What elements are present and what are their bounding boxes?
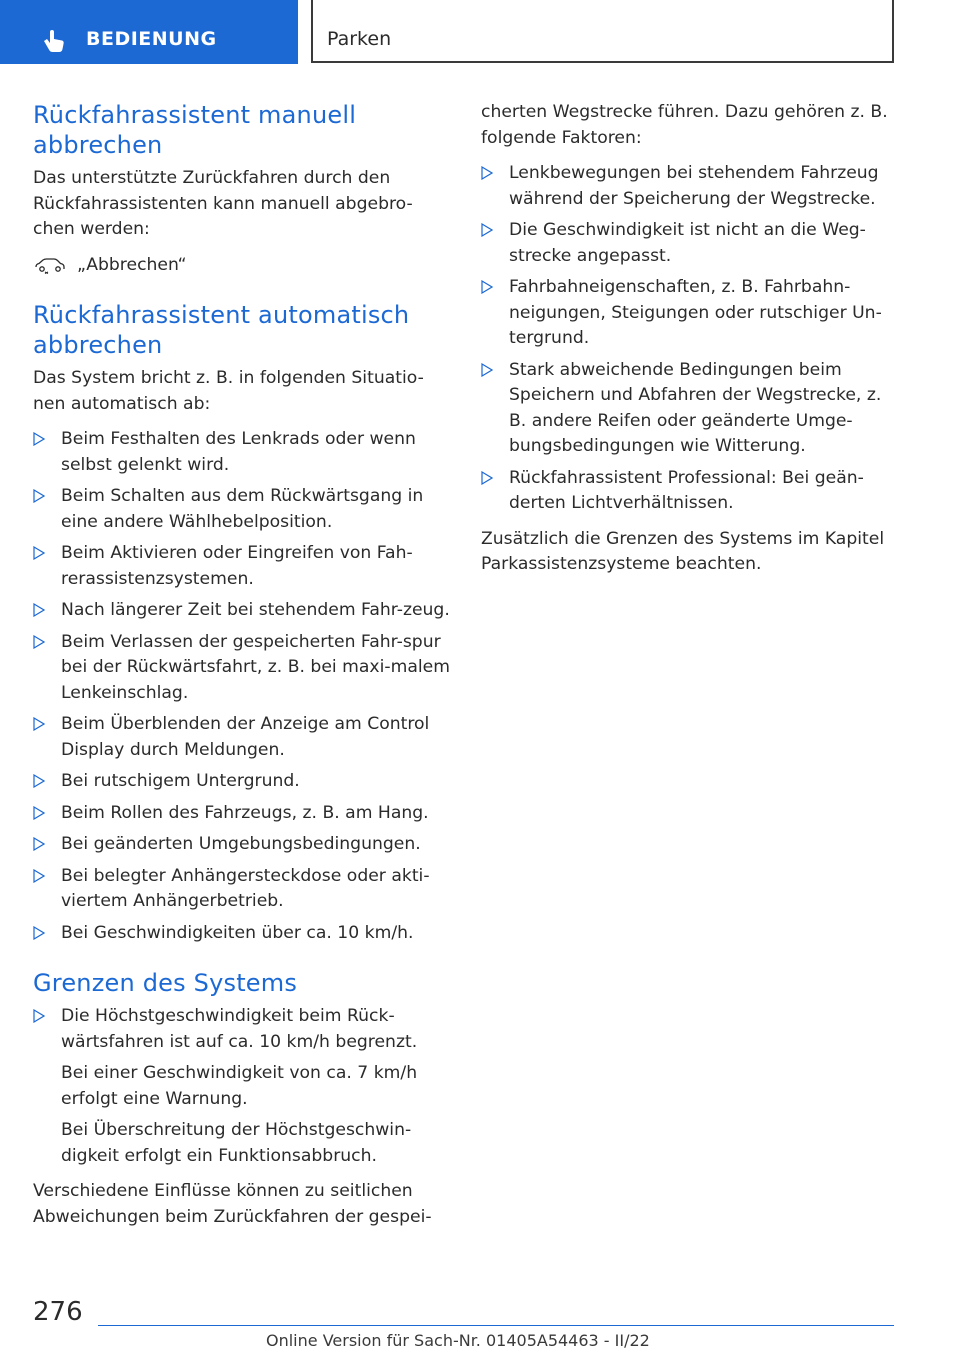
list-item: Beim Rollen des Fahrzeugs, z. B. am Hang. xyxy=(33,801,451,827)
bullet-triangle-icon xyxy=(33,837,45,851)
bullet-triangle-icon xyxy=(481,280,493,294)
chapter-tab xyxy=(311,0,894,63)
list-item: Bei Geschwindigkeiten über ca. 10 km/h. xyxy=(33,921,451,947)
bullet-triangle-icon xyxy=(33,774,45,788)
hand-pointer-icon xyxy=(38,27,68,57)
bullet-triangle-icon xyxy=(481,166,493,180)
voice-command-car-icon xyxy=(33,256,67,274)
voice-command xyxy=(33,253,451,279)
bullet-triangle-icon xyxy=(33,869,45,883)
heading-manual-cancel: Rückfahrassistent manuell abbrechen xyxy=(33,101,357,159)
voice-command-label: „Abbrechen“ xyxy=(77,254,187,275)
right-column xyxy=(481,100,899,588)
footer-divider xyxy=(98,1325,894,1326)
list-item: Beim Schalten aus dem Rückwärtsgang in eine andere Wählhebelposition. xyxy=(33,484,451,535)
list-item: Beim Verlassen der gespeicherten Fahr-spur bei der Rückwärtsfahrt, z. B. bei maxi-malem Lenkeinschlag. xyxy=(33,630,451,707)
footer-online-version: Online Version für Sach-Nr. 01405A54463 - II/22 xyxy=(266,1331,650,1350)
limit-note-warning: Bei einer Geschwindigkeit von ca. 7 km/h erfolgt eine Warnung. xyxy=(61,1063,418,1109)
list-item: Beim Überblenden der Anzeige am Control Display durch Meldungen. xyxy=(33,712,451,763)
bullet-triangle-icon xyxy=(33,546,45,560)
limit-note-abort: Bei Überschreitung der Höchstgeschwin-digkeit erfolgt ein Funktionsabbruch. xyxy=(61,1120,412,1166)
list-item: Bei geänderten Umgebungsbedingungen. xyxy=(33,832,451,858)
section-label: BEDIENUNG xyxy=(86,28,217,50)
chapter-label: Parken xyxy=(327,28,392,50)
list-item: Fahrbahneigenschaften, z. B. Fahrbahn-neigungen, Steigungen oder rutschiger Un-tergrund. xyxy=(481,275,899,352)
list-item: Nach längerer Zeit bei stehendem Fahr-zeug. xyxy=(33,598,451,624)
bullet-triangle-icon xyxy=(481,223,493,237)
list-item: Bei belegter Anhängersteckdose oder akti-viertem Anhängerbetrieb. xyxy=(33,864,451,915)
bullet-triangle-icon xyxy=(33,489,45,503)
list-item: Beim Festhalten des Lenkrads oder wenn selbst gelenkt wird. xyxy=(33,427,451,478)
page-number: 276 xyxy=(33,1297,83,1327)
paragraph-see-chapter: Zusätzlich die Grenzen des Systems im Kapitel Parkassistenzsysteme beachten. xyxy=(481,528,885,574)
bullet-triangle-icon xyxy=(33,1009,45,1023)
paragraph-auto-cancel: Das System bricht z. B. in folgenden Situatio-nen automatisch ab: xyxy=(33,368,424,414)
list-item: Die Geschwindigkeit ist nicht an die Weg-strecke angepasst. xyxy=(481,218,899,269)
heading-system-limits: Grenzen des Systems xyxy=(33,969,298,997)
bullet-triangle-icon xyxy=(481,471,493,485)
list-item: Bei rutschigem Untergrund. xyxy=(33,769,451,795)
list-item: Die Höchstgeschwindigkeit beim Rück-wärtsfahren ist auf ca. 10 km/h begrenzt. Bei einer Geschwindigkeit von ca. 7 km/h erfolgt eine Warnung. Bei Überschreitung der Höchstgeschwin-digkeit erfolgt ein Funktionsabbruch. xyxy=(33,1004,451,1169)
bullet-triangle-icon xyxy=(33,926,45,940)
section-tab xyxy=(0,0,298,64)
bullet-triangle-icon xyxy=(33,635,45,649)
paragraph-manual-cancel: Das unterstützte Zurückfahren durch den Rückfahrassistenten kann manuell abgebro-chen werden: xyxy=(33,168,413,239)
limits-list xyxy=(33,1004,451,1169)
factors-list xyxy=(481,161,899,517)
bullet-triangle-icon xyxy=(33,603,45,617)
heading-auto-cancel: Rückfahrassistent automatisch abbrechen xyxy=(33,301,410,359)
bullet-triangle-icon xyxy=(33,717,45,731)
paragraph-deviations-cont: cherten Wegstrecke führen. Dazu gehören z. B. folgende Faktoren: xyxy=(481,102,888,148)
bullet-triangle-icon xyxy=(33,432,45,446)
left-column xyxy=(33,100,451,1240)
list-item: Rückfahrassistent Professional: Bei geän-derten Lichtverhältnissen. xyxy=(481,466,899,517)
bullet-triangle-icon xyxy=(481,363,493,377)
list-item: Beim Aktivieren oder Eingreifen von Fah-rerassistenzsystemen. xyxy=(33,541,451,592)
auto-cancel-list xyxy=(33,427,451,946)
paragraph-deviations: Verschiedene Einflüsse können zu seitlichen Abweichungen beim Zurückfahren der gespei- xyxy=(33,1181,432,1227)
list-item: Stark abweichende Bedingungen beim Speichern und Abfahren der Wegstrecke, z. B. andere Reifen oder geänderte Umge-bungsbedingungen wie Witterung. xyxy=(481,358,899,460)
bullet-triangle-icon xyxy=(33,806,45,820)
list-item: Lenkbewegungen bei stehendem Fahrzeug während der Speicherung der Wegstrecke. xyxy=(481,161,899,212)
